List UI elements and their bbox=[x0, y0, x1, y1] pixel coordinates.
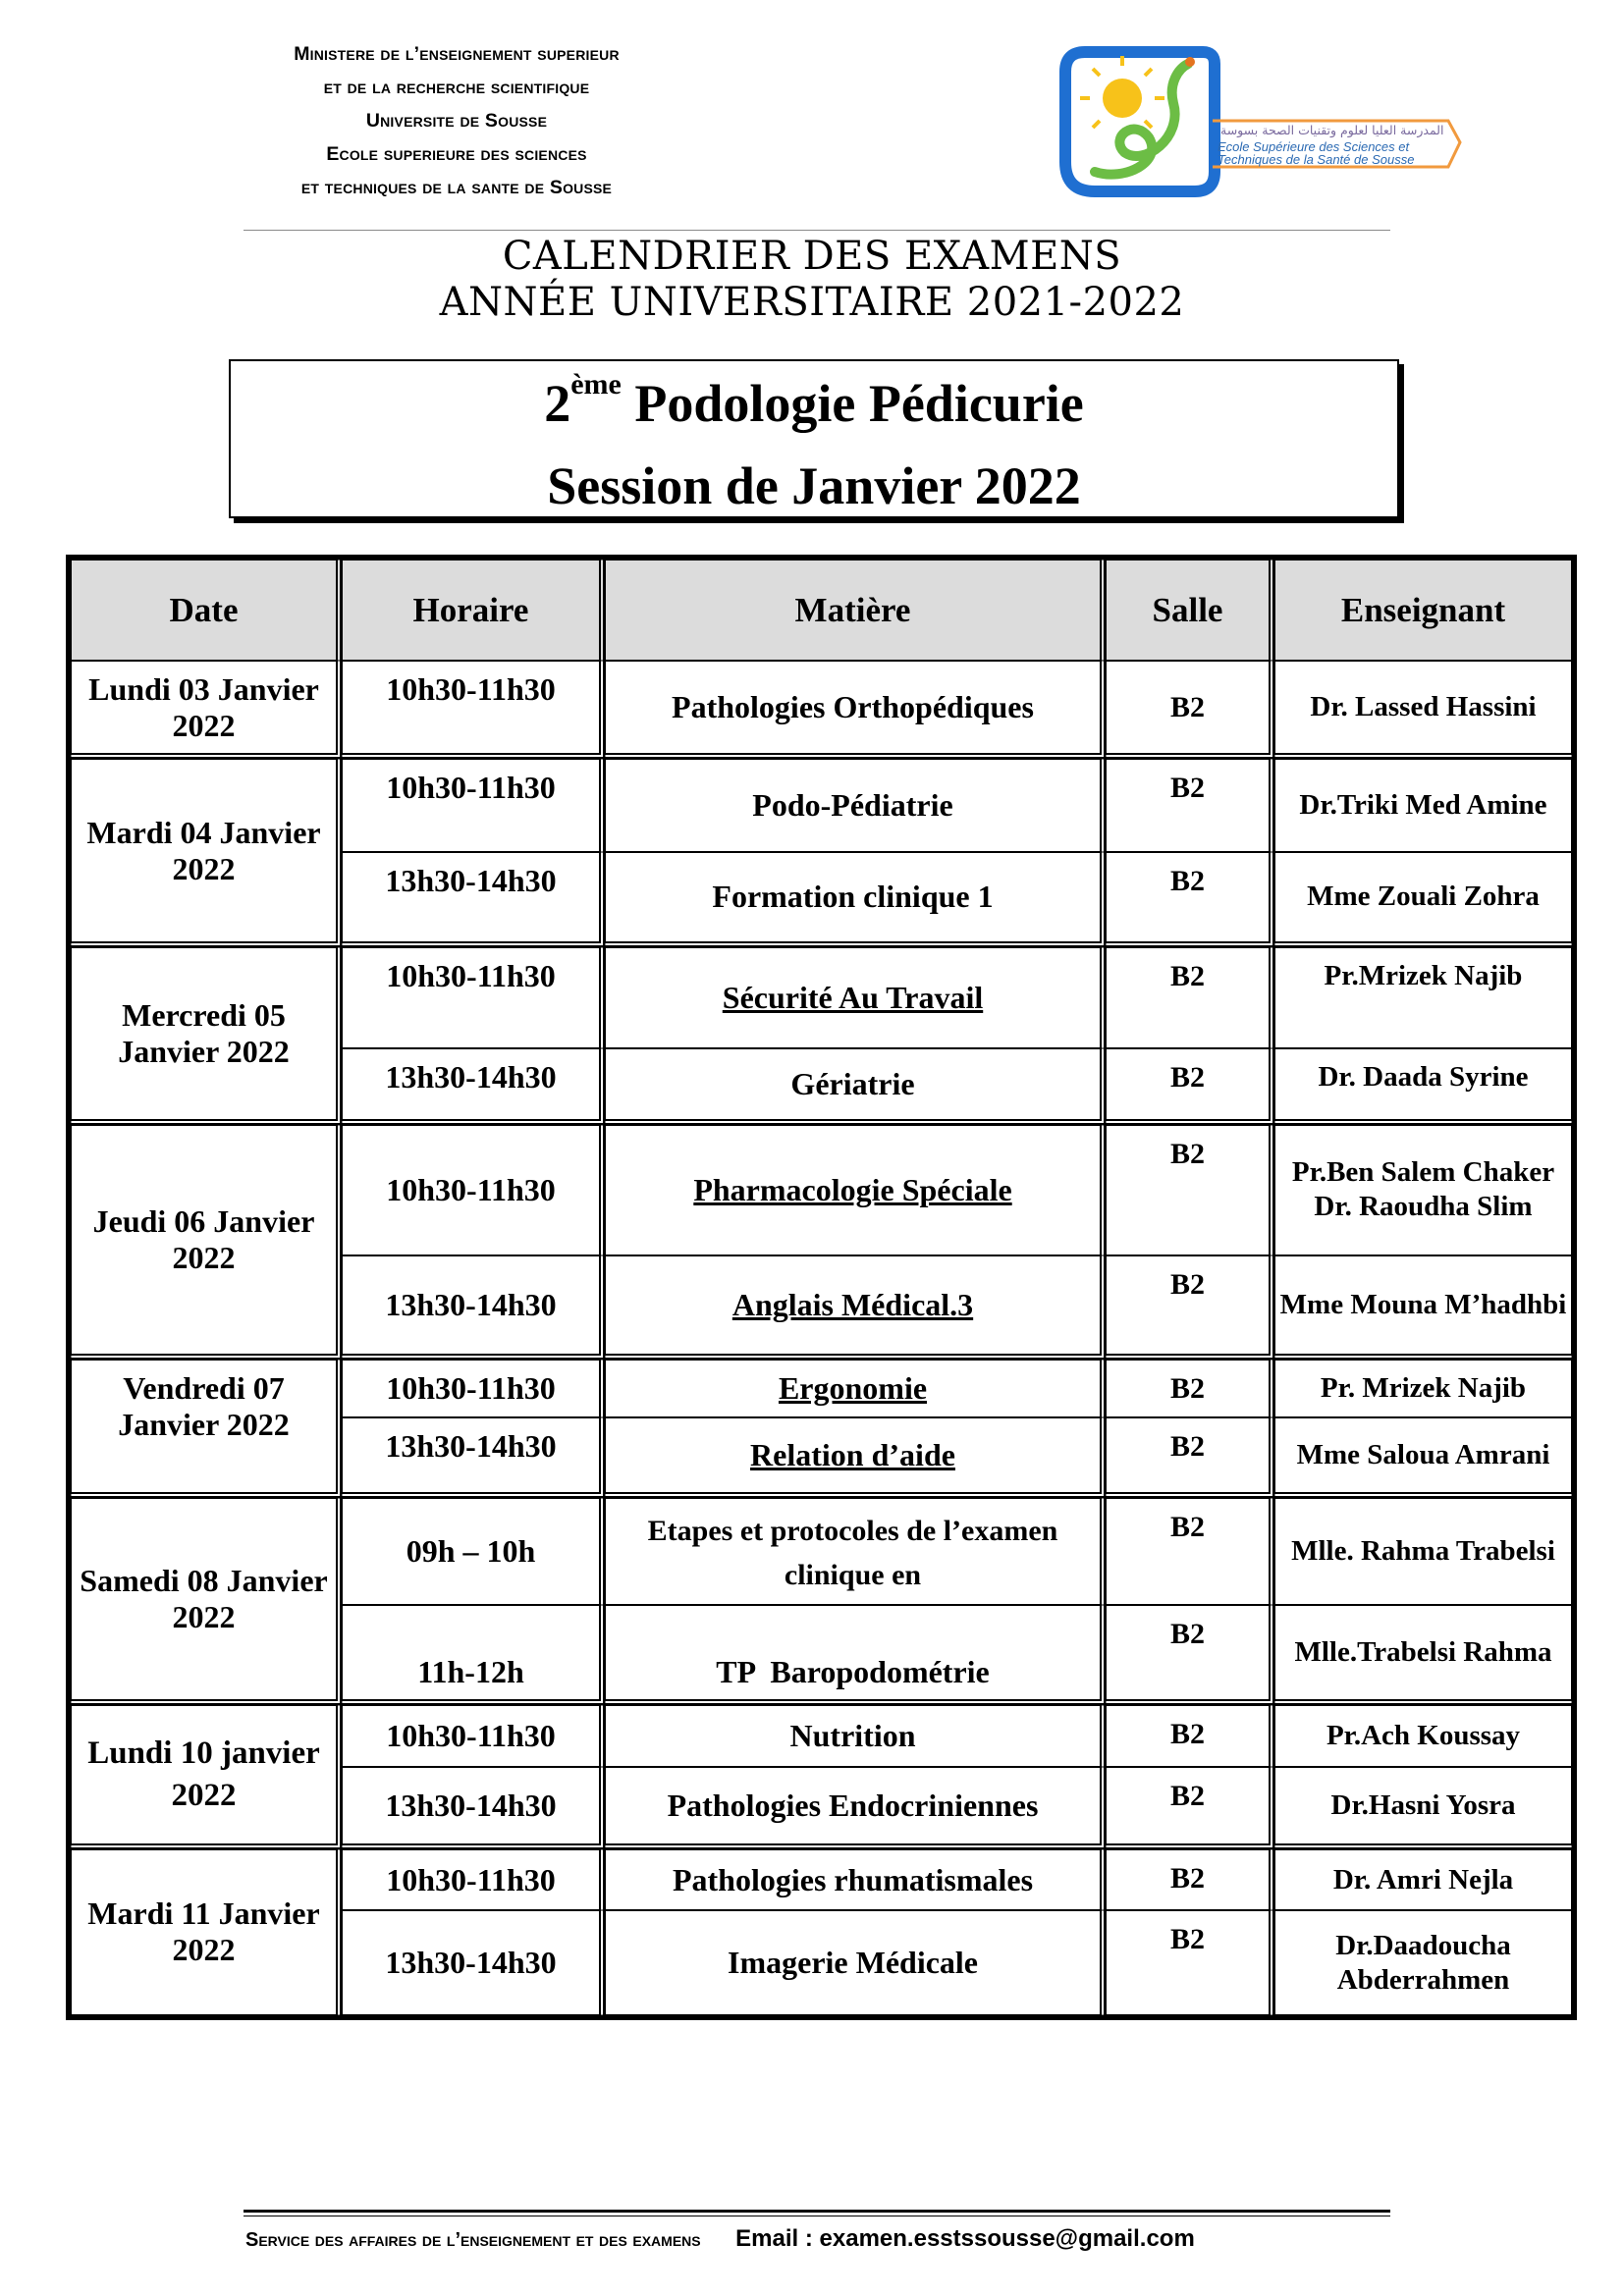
ministry-line: et de la recherche scientifique bbox=[323, 77, 590, 98]
subject-cell: Nutrition bbox=[605, 1705, 1106, 1766]
teacher-cell: Pr.Ach Koussay bbox=[1274, 1705, 1572, 1766]
col-header-teacher: Enseignant bbox=[1274, 560, 1572, 661]
subject-cell: Anglais Médical.3 bbox=[605, 1255, 1106, 1361]
subject-cell: Pathologies Orthopédiques bbox=[605, 661, 1106, 760]
school-logo bbox=[1056, 44, 1478, 201]
room-cell: B2 bbox=[1106, 1125, 1274, 1255]
teacher-cell: Mme Zouali Zohra bbox=[1274, 852, 1572, 948]
room-cell: B2 bbox=[1106, 1910, 1274, 2015]
date-cell: Vendredi 07 Janvier 2022 bbox=[71, 1360, 342, 1498]
room-cell: B2 bbox=[1106, 852, 1274, 948]
table-row bbox=[71, 1849, 1572, 1910]
subject-cell: TP Baropodométrie bbox=[605, 1605, 1106, 1706]
ministry-line: Ecole superieure des sciences bbox=[326, 143, 587, 165]
date-cell: Mardi 04 Janvier 2022 bbox=[71, 759, 342, 947]
time-cell: 13h30-14h30 bbox=[342, 1767, 605, 1849]
time-cell: 10h30-11h30 bbox=[342, 947, 605, 1048]
room-cell: B2 bbox=[1106, 1849, 1274, 1910]
date-cell: Mercredi 05 Janvier 2022 bbox=[71, 947, 342, 1125]
table-row bbox=[71, 1360, 1572, 1416]
date-cell: Jeudi 06 Janvier 2022 bbox=[71, 1125, 342, 1360]
teacher-cell: Mme Mouna M’hadhbi bbox=[1274, 1255, 1572, 1361]
date-cell: Lundi 03 Janvier 2022 bbox=[71, 661, 342, 760]
room-cell: B2 bbox=[1106, 1605, 1274, 1706]
ministry-header bbox=[211, 37, 702, 204]
subject-cell: Ergonomie bbox=[605, 1360, 1106, 1416]
room-cell: B2 bbox=[1106, 1767, 1274, 1849]
room-cell: B2 bbox=[1106, 1360, 1274, 1416]
calendar-title: CALENDRIER DES EXAMENS bbox=[502, 234, 1122, 279]
teacher-cell: Dr. Lassed Hassini bbox=[1274, 661, 1572, 760]
subject-cell: Imagerie Médicale bbox=[605, 1910, 1106, 2015]
time-cell: 13h30-14h30 bbox=[342, 1417, 605, 1498]
date-cell: Samedi 08 Janvier 2022 bbox=[71, 1498, 342, 1705]
time-cell: 13h30-14h30 bbox=[342, 1048, 605, 1125]
subject-cell: Pharmacologie Spéciale bbox=[605, 1125, 1106, 1255]
time-cell: 11h-12h bbox=[342, 1605, 605, 1706]
subject-cell: Sécurité Au Travail bbox=[605, 947, 1106, 1048]
col-header-room: Salle bbox=[1106, 560, 1274, 661]
room-cell: B2 bbox=[1106, 759, 1274, 852]
teacher-cell: Pr.Ben Salem Chaker Dr. Raoudha Slim bbox=[1274, 1125, 1572, 1255]
subject-cell: Pathologies Endocriniennes bbox=[605, 1767, 1106, 1849]
footer-service: Service des affaires de l’enseignement et des examens bbox=[245, 2229, 701, 2251]
col-header-time: Horaire bbox=[342, 560, 605, 661]
date-cell: Mardi 11 Janvier 2022 bbox=[71, 1849, 342, 2015]
teacher-cell: Mlle. Rahma Trabelsi bbox=[1274, 1498, 1572, 1605]
col-header-date: Date bbox=[71, 560, 342, 661]
table-row bbox=[71, 1125, 1572, 1255]
table-row bbox=[71, 1705, 1572, 1766]
exam-schedule-table bbox=[66, 555, 1577, 2020]
room-cell: B2 bbox=[1106, 1048, 1274, 1125]
teacher-cell: Pr.Mrizek Najib bbox=[1274, 947, 1572, 1048]
subject-cell: Relation d’aide bbox=[605, 1417, 1106, 1498]
time-cell: 10h30-11h30 bbox=[342, 1360, 605, 1416]
teacher-cell: Dr.Triki Med Amine bbox=[1274, 759, 1572, 852]
subject-cell: Formation clinique 1 bbox=[605, 852, 1106, 948]
footer bbox=[245, 2224, 1384, 2255]
footer-divider bbox=[244, 2210, 1390, 2216]
time-cell: 10h30-11h30 bbox=[342, 759, 605, 852]
footer-email: Email : examen.esstssousse@gmail.com bbox=[735, 2225, 1195, 2252]
time-cell: 13h30-14h30 bbox=[342, 1255, 605, 1361]
ministry-line: Universite de Sousse bbox=[365, 110, 548, 132]
table-header-row bbox=[71, 560, 1572, 661]
program-title bbox=[231, 369, 1397, 438]
academic-year: ANNÉE UNIVERSITAIRE 2021-2022 bbox=[439, 280, 1185, 325]
room-cell: B2 bbox=[1106, 1417, 1274, 1498]
logo-french-line: Techniques de la Santé de Sousse bbox=[1218, 152, 1415, 167]
teacher-cell: Dr.Hasni Yosra bbox=[1274, 1767, 1572, 1849]
ministry-line: et techniques de la sante de Sousse bbox=[300, 177, 613, 198]
room-cell: B2 bbox=[1106, 1255, 1274, 1361]
room-cell: B2 bbox=[1106, 661, 1274, 760]
teacher-cell: Dr.Daadoucha Abderrahmen bbox=[1274, 1910, 1572, 2015]
header-divider bbox=[244, 230, 1390, 231]
table-row bbox=[71, 661, 1572, 760]
time-cell: 10h30-11h30 bbox=[342, 1849, 605, 1910]
program-level: 2 bbox=[544, 374, 571, 433]
teacher-cell: Dr. Amri Nejla bbox=[1274, 1849, 1572, 1910]
time-cell: 10h30-11h30 bbox=[342, 1125, 605, 1255]
ministry-line: Ministere de l’enseignement superieur bbox=[294, 43, 620, 65]
time-cell: 10h30-11h30 bbox=[342, 1705, 605, 1766]
subject-cell: Pathologies rhumatismales bbox=[605, 1849, 1106, 1910]
subject-cell: Gériatrie bbox=[605, 1048, 1106, 1125]
logo-french-text bbox=[1218, 140, 1414, 166]
logo-french-line: Ecole Supérieure des Sciences et bbox=[1218, 139, 1410, 154]
program-box bbox=[229, 359, 1399, 518]
time-cell: 13h30-14h30 bbox=[342, 1910, 605, 2015]
subject-cell: Podo-Pédiatrie bbox=[605, 759, 1106, 852]
room-cell: B2 bbox=[1106, 1705, 1274, 1766]
room-cell: B2 bbox=[1106, 1498, 1274, 1605]
teacher-cell: Pr. Mrizek Najib bbox=[1274, 1360, 1572, 1416]
room-cell: B2 bbox=[1106, 947, 1274, 1048]
logo-arabic-text: المدرسة العليا لعلوم وتقنيات الصحة بسوسة bbox=[1220, 123, 1444, 137]
session-title: Session de Janvier 2022 bbox=[547, 456, 1081, 515]
col-header-subject: Matière bbox=[605, 560, 1106, 661]
time-cell: 10h30-11h30 bbox=[342, 661, 605, 760]
program-level-suffix: ème bbox=[570, 368, 622, 400]
time-cell: 09h – 10h bbox=[342, 1498, 605, 1605]
table-row bbox=[71, 759, 1572, 852]
teacher-cell: Dr. Daada Syrine bbox=[1274, 1048, 1572, 1125]
subject-cell: Etapes et protocoles de l’examen clinique en bbox=[605, 1498, 1106, 1605]
table-row bbox=[71, 1498, 1572, 1605]
table-row bbox=[71, 947, 1572, 1048]
teacher-cell: Mme Saloua Amrani bbox=[1274, 1417, 1572, 1498]
time-cell: 13h30-14h30 bbox=[342, 852, 605, 948]
program-name: Podologie Pédicurie bbox=[634, 374, 1084, 433]
teacher-cell: Mlle.Trabelsi Rahma bbox=[1274, 1605, 1572, 1706]
date-cell: Lundi 10 janvier 2022 bbox=[71, 1705, 342, 1849]
